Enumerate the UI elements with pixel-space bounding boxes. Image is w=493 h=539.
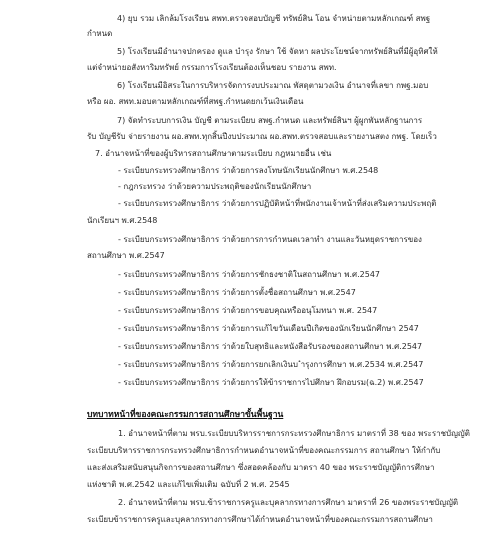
text-line: รับ บัญชีรับ จ่ายรายงาน ผอ.สพท.ทุกสิ้นปีงบประมาณ ผอ.สพท.ตรวจสอบและรายงานสตง กพฐ. โดยเร็ว [87, 132, 437, 141]
text-line: - ระเบียบกระทรวงศึกษาธิการ ว่าด้วยการลงโทษนักเรียนนักศึกษา พ.ศ.2548 [118, 166, 379, 175]
text-line: - ระเบียบกระทรวงศึกษาธิการ ว่าด้วยการชักธงชาติในสถานศึกษา พ.ศ.2547 [118, 270, 381, 279]
text-line: 4) ยุบ รวม เลิกล้มโรงเรียน สพท.ตรวจสอบบัญชี ทรัพย์สิน โอน จำหน่ายตามหลักเกณฑ์ สพฐ [117, 14, 431, 23]
text-line: นักเรียนฯ พ.ศ.2548 [87, 216, 158, 225]
text-line: - กฎกระทรวง ว่าด้วยความประพฤติของนักเรียนนักศึกษา [118, 182, 312, 191]
text-line: - ระเบียบกระทรวงศึกษาธิการ ว่าด้วยการตั้งชื่อสถานศึกษา พ.ศ.2547 [118, 288, 356, 297]
text-line: 7. อำนาจหน้าที่ของผู้บริหารสถานศึกษาตามระเบียบ กฎหมายอื่น เช่น [95, 149, 332, 158]
text-line: - ระเบียบกระทรวงศึกษาธิการ ว่าด้วยการการกำหนดเวลาทำ งานและวันหยุดราชการของ [118, 235, 422, 244]
text-line: - ระเบียบกระทรวงศึกษาธิการ ว่าด้วยใบสุทธิและหนังสือรับรองของสถานศึกษา พ.ศ.2547 [118, 342, 423, 351]
text-line: แต่จำหน่ายอสังหาริมทรัพย์ กรรมการโรงเรียนต้องเห็นชอบ รายงาน สพท. [87, 63, 337, 72]
text-line: - ระเบียบกระทรวงศึกษาธิการ ว่าด้วยการแก้ไขวันเดือนปีเกิดของนักเรียนนักศึกษา 2547 [118, 324, 419, 333]
text-line: กำหนด [87, 29, 113, 38]
text-line: สถานศึกษา พ.ศ.2547 [87, 251, 165, 260]
section-heading: บทบาทหน้าที่ของคณะกรรมการสถานศึกษาขั้นพื้นฐาน [87, 410, 284, 420]
text-line: 6) โรงเรียนมีอิสระในการบริหารจัดการงบประมาณ พัสดุตามวงเงิน อำนาจที่เลขา กพฐ.มอบ [117, 81, 429, 90]
text-line: ระเบียบข้าราชการครูและบุคลากรทางการศึกษาได้กำหนดอำนาจหน้าที่ของคณะกรรมการสถานศึกษา [87, 515, 433, 524]
text-line: 1. อำนาจหน้าที่ตาม พรบ.ระเบียบบริหารราชการกระทรวงศึกษาธิการ มาตราที่ 38 ของ พระราชบัญญัติ [118, 429, 470, 438]
text-line: - ระเบียบกระทรวงศึกษาธิการ ว่าด้วยการขอบคุณหรืออนุโมทนา พ.ศ. 2547 [118, 306, 378, 315]
text-line: หรือ ผอ. สพท.มอบตามหลักเกณฑ์ที่สพฐ.กำหนดยกเว้นเงินเดือน [87, 97, 304, 106]
text-line: - ระเบียบกระทรวงศึกษาธิการ ว่าด้วยการยกเลิกเงินบ ำรุงการศึกษา พ.ศ.2534 พ.ศ.2547 [118, 360, 424, 369]
text-line: - ระเบียบกระทรวงศึกษาธิการ ว่าด้วยการปฏิบัติหน้าที่พนักงานเจ้าหน้าที่ส่งเสริมความประพฤติ [118, 199, 437, 208]
text-line: 7) จัดทำระบบการเงิน บัญชี ตามระเบียบ สพฐ.กำหนด และทรัพย์สินฯ ผู้ผูกพันหลักฐานการ [117, 116, 423, 125]
text-line: แห่งชาติ พ.ศ.2542 และแก้ไขเพิ่มเติม ฉบับที่ 2 พ.ศ. 2545 [87, 480, 290, 489]
text-line: 5) โรงเรียนมีอำนาจปกครอง ดูแล บำรุง รักษา ใช้ จัดหา ผลประโยชน์จากทรัพย์สินที่มีผู้อุทิศให้ [117, 47, 438, 56]
text-line: ระเบียบบริหารราชการกระทรวงศึกษาธิการกำหนดอำนาจหน้าที่ของคณะกรรมการ สถานศึกษา ให้กำกับ [87, 446, 441, 455]
text-line: - ระเบียบกระทรวงศึกษาธิการ ว่าด้วยการให้ข้าราชการไปศึกษา ฝึกอบรม(ฉ.2) พ.ศ.2547 [118, 378, 424, 387]
text-line: และส่งเสริมสนับสนุนกิจการของสถานศึกษา ซึ่งสอดคล้องกับ มาตรา 40 ของ พระราชบัญญัติการศึกษา [87, 463, 435, 472]
text-line: 2. อำนาจหน้าที่ตาม พรบ.ข้าราชการครูและบุคลากรทางการศึกษา มาตราที่ 26 ของพระราชบัญญัติ [118, 498, 459, 507]
